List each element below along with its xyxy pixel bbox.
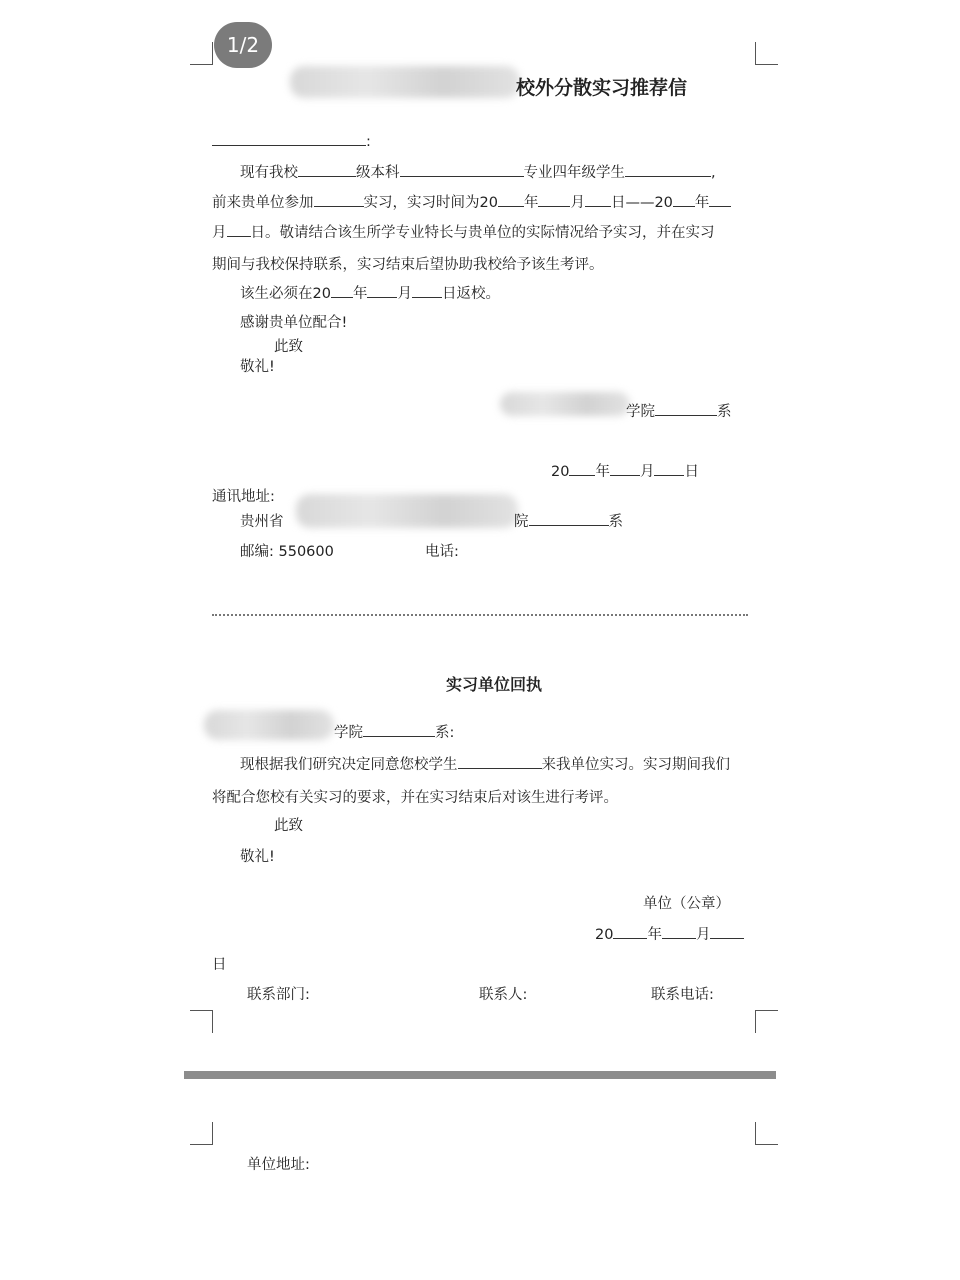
page-corner-mark — [755, 1010, 778, 1033]
cizhi-line: 此致 — [274, 339, 303, 355]
return-date-line: 该生必须在20 年 月 日返校。 — [240, 282, 500, 303]
reply-jingli: 敬礼! — [240, 849, 275, 865]
page-corner-mark — [190, 1010, 213, 1033]
reply-paragraph-line: 将配合您校有关实习的要求，并在实习结束后对该生进行考评。 — [212, 790, 618, 806]
letter-paragraph-line: 期间与我校保持联系，实习结束后望协助我校给予该生考评。 — [212, 257, 604, 273]
address-label: 通讯地址: — [212, 489, 275, 505]
unit-seal-label: 单位（公章） — [643, 896, 730, 912]
letter-date-line: 20 年 月 日 — [551, 460, 699, 481]
page-corner-mark — [190, 42, 213, 65]
reply-salutation: 学院 系: — [334, 721, 454, 742]
phone-label: 电话: — [425, 544, 459, 560]
postcode: 邮编: 550600 — [240, 544, 334, 560]
redacted-reply-salutation — [204, 710, 334, 740]
contact-dept-label: 联系部门: — [247, 987, 310, 1003]
address-line-start: 贵州省 — [240, 514, 284, 530]
reply-paragraph-line: 现根据我们研究决定同意您校学生 来我单位实习。实习期间我们 — [240, 753, 730, 774]
page-separator — [184, 1071, 776, 1079]
reply-title: 实习单位回执 — [446, 675, 543, 694]
thanks-line: 感谢贵单位配合! — [240, 315, 348, 331]
letter-paragraph-line: 月 日。敬请结合该生所学专业特长与贵单位的实际情况给予实习，并在实习 — [212, 221, 715, 242]
letter-title: 校外分散实习推荐信 — [516, 77, 688, 99]
reply-date-line: 20 年 月 — [595, 923, 744, 944]
contact-phone-label: 联系电话: — [651, 987, 714, 1003]
page-corner-mark — [755, 1122, 778, 1145]
reply-date-day: 日 — [212, 957, 227, 973]
redacted-address-region — [296, 494, 518, 528]
page-indicator: 1/2 — [214, 22, 272, 68]
address-line-end: 院 系 — [514, 510, 623, 531]
page-corner-mark — [755, 42, 778, 65]
letter-paragraph-line: 前来贵单位参加 实习，实习时间为20 年 月 日——20 年 — [212, 191, 731, 212]
redacted-title-region — [290, 66, 520, 98]
letter-paragraph-line: 现有我校 级本科 专业四年级学生 , — [240, 161, 716, 182]
jingli-line: 敬礼! — [240, 359, 275, 375]
redacted-signature-region — [500, 392, 630, 416]
page-corner-mark — [190, 1122, 213, 1145]
salutation-line: : — [212, 131, 371, 150]
signature-line: 学院 系 — [626, 400, 732, 421]
cut-line — [212, 614, 748, 616]
contact-person-label: 联系人: — [479, 987, 528, 1003]
unit-address-label: 单位地址: — [247, 1157, 310, 1173]
reply-cizhi: 此致 — [274, 818, 303, 834]
